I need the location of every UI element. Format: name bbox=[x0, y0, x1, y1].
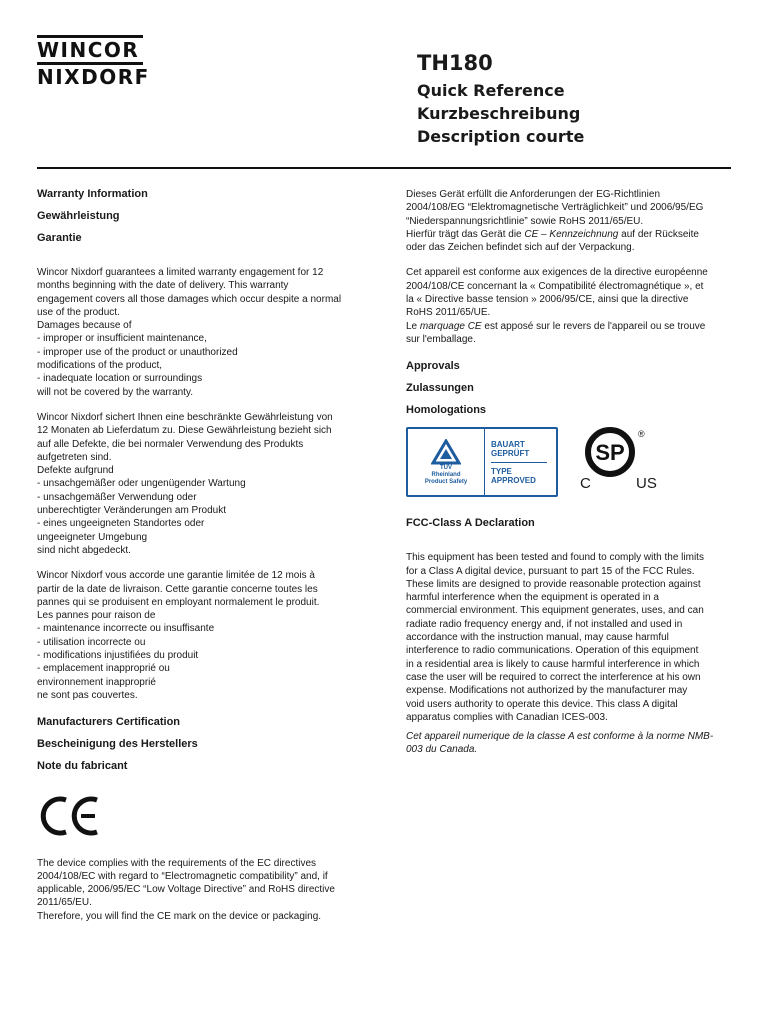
ce-compliance-text: The device complies with the requirements of the EC directives 2004/108/EC with regard to “Electromagnetic compatibility” and, if applicable, 2006/95/EC “Low Voltage Directive” and RoHS directive 2011/65/EU. Therefore, you will find the CE mark on the device or packaging. bbox=[37, 857, 335, 922]
ce-mark-note-fr bbox=[406, 320, 732, 347]
model-title: TH180 bbox=[417, 51, 493, 75]
right-column bbox=[406, 188, 732, 757]
subtitle-de: Kurzbeschreibung bbox=[417, 104, 581, 123]
ce-text-fr: Cet appareil est conforme aux exigences de la directive européenne 2004/108/CE concernant la « Compatibilité électromagnétique », et la « Directive basse tension » 2006/95/CE, ainsi que la directive RoHS 2011/65/UE. bbox=[406, 267, 708, 319]
approvals-heading-en: Approvals bbox=[406, 360, 460, 373]
logo-line-1: WINCOR bbox=[37, 38, 140, 62]
tuv-word-3: Product Safety bbox=[424, 478, 468, 485]
tuv-word-1: TÜV bbox=[440, 464, 452, 471]
cert-heading-en: Manufacturers Certification bbox=[37, 716, 181, 729]
warranty-text-en: Wincor Nixdorf guarantees a limited warranty engagement for 12 months beginning with the date of delivery. This warranty engagement covers all those damages which occur despite a normal use of the product. Damages because of - improper or insufficient maintenance, - improper use of the product or unauthorized modifications of the product, - inadequate location or surroundings will not be covered by the warranty. bbox=[37, 267, 342, 398]
ce-note-fr-em: marquage CE bbox=[419, 320, 482, 332]
tuv-label-bauart: BAUART bbox=[491, 439, 525, 449]
tuv-certification-mark bbox=[406, 427, 558, 497]
cert-heading-de: Bescheinigung des Herstellers bbox=[37, 738, 198, 751]
tuv-logo bbox=[408, 429, 485, 495]
warranty-heading-fr: Garantie bbox=[37, 232, 82, 244]
tuv-label-type: TYPE bbox=[491, 466, 512, 476]
wincor-nixdorf-logo bbox=[37, 33, 150, 89]
subtitle-en: Quick Reference bbox=[417, 81, 565, 100]
header-divider bbox=[37, 167, 731, 169]
csa-us-label: US bbox=[636, 475, 657, 493]
tuv-labels bbox=[485, 429, 556, 495]
ce-note-fr-post: est apposé sur le revers de l'appareil ou se trouve sur l'emballage. bbox=[406, 320, 706, 345]
warranty-text-de: Wincor Nixdorf sichert Ihnen eine beschränkte Gewährleistung von 12 Monaten ab Lieferdatum zu. Diese Gewährleistung bezieht sich auf alle Defekte, die bei normaler Verwendung des Produkts aufgetreten sind. Defekte aufgrund - unsachgemäßer oder ungenügender Wartung - unsachgemäßer Verwendung oder unberechtigter Veränderungen am Produkt - eines ungeeigneten Standortes oder ungeeigneter Umgebung sind nicht abgedeckt. bbox=[37, 411, 333, 556]
ce-note-de-pre: Hierfür trägt das Gerät die bbox=[406, 228, 525, 240]
csa-registered-mark: ® bbox=[638, 429, 645, 440]
left-column bbox=[37, 188, 367, 923]
ce-mark-note-de bbox=[406, 228, 732, 255]
csa-c-label: C bbox=[580, 475, 591, 493]
ce-note-de-post: auf der Rückseite oder das Zeichen befindet sich auf der Verpackung. bbox=[406, 228, 699, 254]
csa-certification-mark bbox=[580, 427, 670, 497]
tuv-word-2: Rheinland bbox=[431, 471, 461, 478]
logo-line-2: NIXDORF bbox=[37, 65, 150, 89]
cert-heading-fr: Note du fabricant bbox=[37, 760, 128, 773]
approval-logos bbox=[406, 427, 732, 497]
ce-note-fr-pre: Le bbox=[406, 320, 420, 332]
tuv-label-approved: APPROVED bbox=[491, 475, 536, 485]
title-block bbox=[417, 50, 584, 148]
ce-text-de: Dieses Gerät erfüllt die Anforderungen der EG-Richtlinien 2004/108/EG “Elektromagnetische Verträglichkeit” und 2006/95/EG “Niederspannungsrichtlinie” sowie RoHS 2011/65/EU. bbox=[406, 189, 704, 227]
approvals-heading-fr: Homologations bbox=[406, 404, 487, 417]
tuv-label-gepruft: GEPRÜFT bbox=[491, 448, 530, 458]
csa-logo-icon bbox=[580, 427, 660, 477]
fcc-declaration-text: This equipment has been tested and found to comply with the limits for a Class A digital device, pursuant to part 15 of the FCC Rules. These limits are designed to provide reasonable protection against harmful interference when the equipment is operated in a commercial environment. This equipment generates, uses, and can radiate radio frequency energy and, if not installed and used in accordance with the instruction manual, may cause harmful interference to radio communications. Operation of this equipment in a residential area is likely to cause harmful interference in which case the user will be required to correct the interference at his own expense. Modifications not authorized by the manufacturer may void users authority to operate this device. This class A digital apparatus complies with Canadian ICES-003. bbox=[406, 552, 704, 723]
svg-text:SP: SP bbox=[595, 440, 625, 466]
ce-note-de-em: CE – Kennzeichnung bbox=[524, 228, 619, 240]
warranty-heading-de: Gewährleistung bbox=[37, 210, 120, 222]
subtitle-fr: Description courte bbox=[417, 127, 585, 146]
fcc-heading: FCC-Class A Declaration bbox=[406, 517, 535, 530]
ce-mark-icon bbox=[39, 794, 103, 838]
tuv-triangle-icon bbox=[431, 439, 461, 465]
warranty-text-fr: Wincor Nixdorf vous accorde une garantie limitée de 12 mois à partir de la date de livraison. Cette garantie concerne toutes les pannes qui se produisent en employant normalement le produit. Les pannes pour raison de - maintenance incorrecte ou insuffisante - utilisation incorrecte ou - modifications injustifiées du produit - emplacement inapproprié ou environnement inapproprié ne sont pas couvertes. bbox=[37, 570, 320, 701]
approvals-heading-de: Zulassungen bbox=[406, 382, 474, 395]
warranty-heading-en: Warranty Information bbox=[37, 188, 148, 200]
canada-compliance-text: Cet appareil numerique de la classe A est conforme à la norme NMB- 003 du Canada. bbox=[406, 731, 714, 756]
